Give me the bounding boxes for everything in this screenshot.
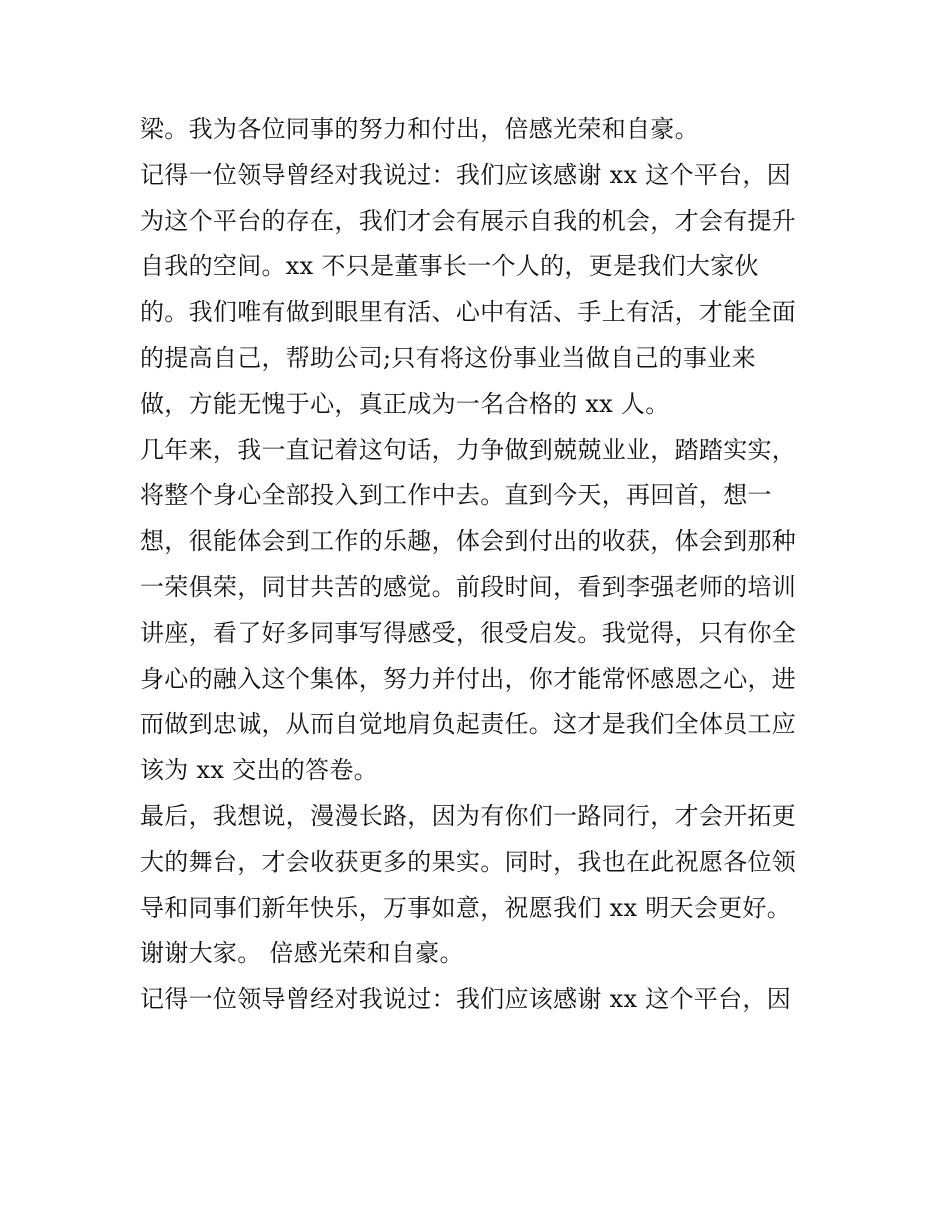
text-line: 几年来，我一直记着这句话，力争做到兢兢业业，踏踏实实， (140, 435, 797, 464)
text-line: 大的舞台，才会收获更多的果实。同时，我也在此祝愿各位领 (140, 847, 797, 876)
text-line: 的。我们唯有做到眼里有活、心中有活、手上有活，才能全面 (140, 298, 797, 327)
text-line: 讲座，看了好多同事写得感受，很受启发。我觉得，只有你全 (140, 618, 797, 647)
text-line: 一荣俱荣，同甘共苦的感觉。前段时间，看到李强老师的培训 (140, 572, 797, 601)
text-line: 的提高自己，帮助公司;只有将这份事业当做自己的事业来 (140, 343, 756, 372)
text-line: 记得一位领导曾经对我说过：我们应该感谢 xx 这个平台，因 (140, 985, 792, 1014)
text-line: 导和同事们新年快乐，万事如意，祝愿我们 xx 明天会更好。 (140, 893, 792, 922)
text-line: 想，很能体会到工作的乐趣，体会到付出的收获，体会到那种 (140, 527, 797, 556)
text-line: 梁。我为各位同事的努力和付出，倍感光荣和自豪。 (140, 115, 699, 143)
text-line: 该为 xx 交出的答卷。 (140, 756, 378, 785)
document-body (140, 107, 830, 1023)
text-line: 谢谢大家。 倍感光荣和自豪。 (140, 939, 464, 968)
text-line: 最后，我想说，漫漫长路，因为有你们一路同行，才会开拓更 (140, 801, 797, 830)
text-line: 做，方能无愧于心，真正成为一名合格的 xx 人。 (140, 389, 670, 418)
text-line: 为这个平台的存在，我们才会有展示自我的机会，才会有提升 (140, 206, 797, 235)
text-line: 身心的融入这个集体，努力并付出，你才能常怀感恩之心，进 (140, 664, 797, 693)
text-line: 将整个身心全部投入到工作中去。直到今天，再回首，想一 (140, 481, 772, 510)
text-line: 自我的空间。xx 不只是董事长一个人的，更是我们大家伙 (140, 252, 759, 281)
text-line: 而做到忠诚，从而自觉地肩负起责任。这才是我们全体员工应 (140, 710, 797, 739)
text-line: 记得一位领导曾经对我说过：我们应该感谢 xx 这个平台，因 (140, 160, 792, 189)
